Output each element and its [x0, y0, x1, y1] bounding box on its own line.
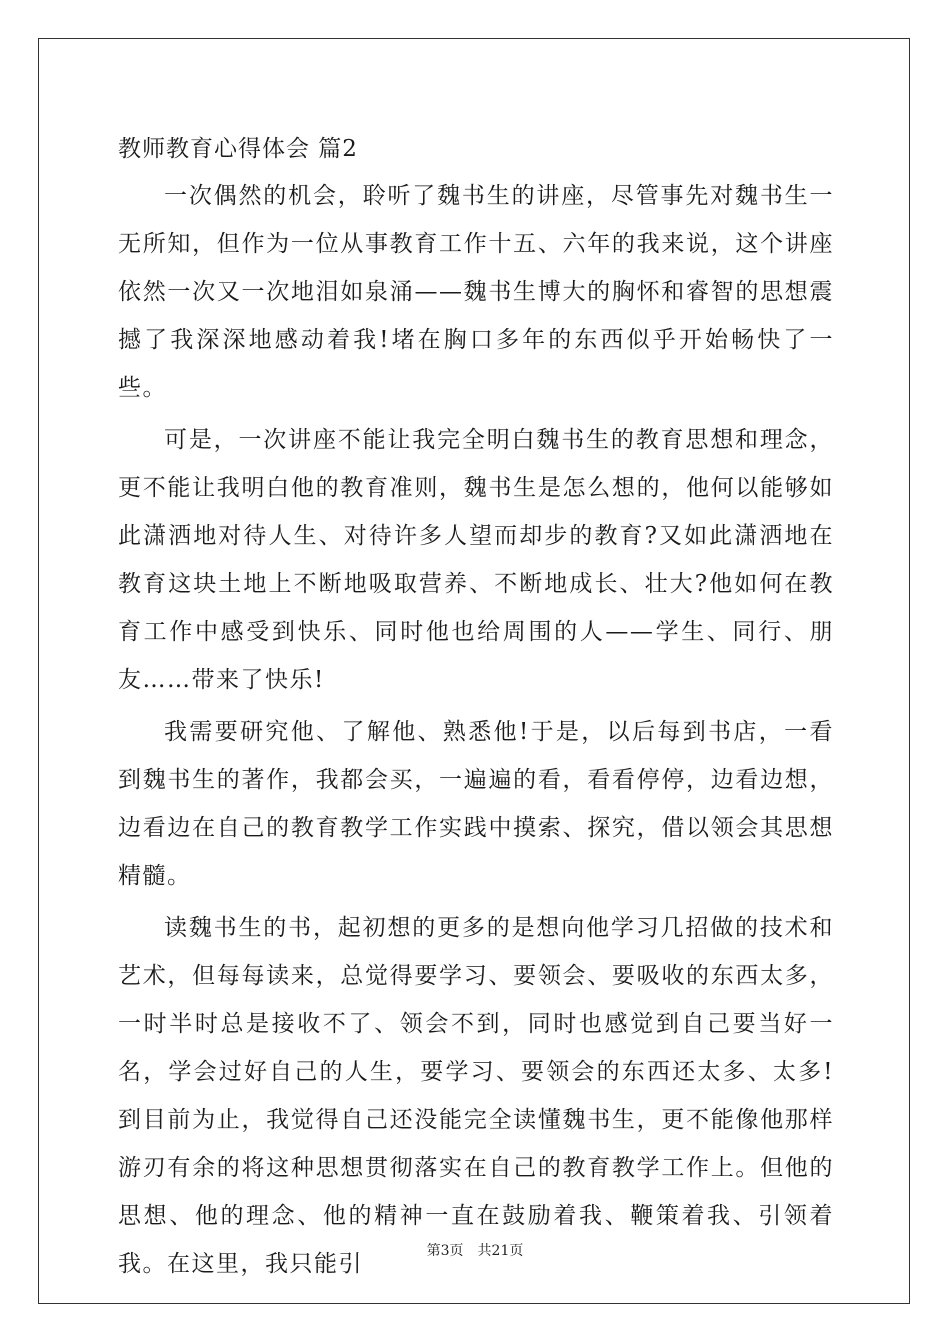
page-total: 共21页: [477, 1243, 524, 1259]
paragraph-2: 可是，一次讲座不能让我完全明白魏书生的教育思想和理念，更不能让我明白他的教育准则，魏书生是怎么想的，他何以能够如此潇洒地对待人生、对待许多人望而却步的教育?又如此潇洒地在教育这块土地上不断地吸取营养、不断地成长、壮大?他如何在教育工作中感受到快乐、同时他也给周围的人——学生、同行、朋友……带来了快乐!: [118, 427, 834, 693]
paragraph-1: 一次偶然的机会，聆听了魏书生的讲座，尽管事先对魏书生一无所知，但作为一位从事教育工作十五、六年的我来说，这个讲座依然一次又一次地泪如泉涌——魏书生博大的胸怀和睿智的思想震撼了我深深地感动着我!堵在胸口多年的东西似乎开始畅快了一些。: [118, 183, 834, 401]
document-title: 教师教育心得体会 篇2: [118, 136, 358, 162]
paragraph-3: 我需要研究他、了解他、熟悉他!于是，以后每到书店，一看到魏书生的著作，我都会买，一遍遍的看，看看停停，边看边想，边看边在自己的教育教学工作实践中摸索、探究，借以领会其思想精髓。: [118, 719, 834, 889]
paragraph-4: 读魏书生的书，起初想的更多的是想向他学习几招做的技术和艺术，但每每读来，总觉得要学习、要领会、要吸收的东西太多，一时半时总是接收不了、领会不到，同时也感觉到自己要当好一名，学会过好自己的人生，要学习、要领会的东西还太多、太多!到目前为止，我觉得自己还没能完全读懂魏书生，更不能像他那样游刃有余的将这种思想贯彻落实在自己的教育教学工作上。但他的思想、他的理念、他的精神一直在鼓励着我、鞭策着我、引领着我。在这里，我只能引: [118, 915, 834, 1277]
page-footer: [0, 1241, 950, 1261]
page-number: 第3页: [426, 1243, 464, 1259]
document-body: [118, 128, 834, 1288]
